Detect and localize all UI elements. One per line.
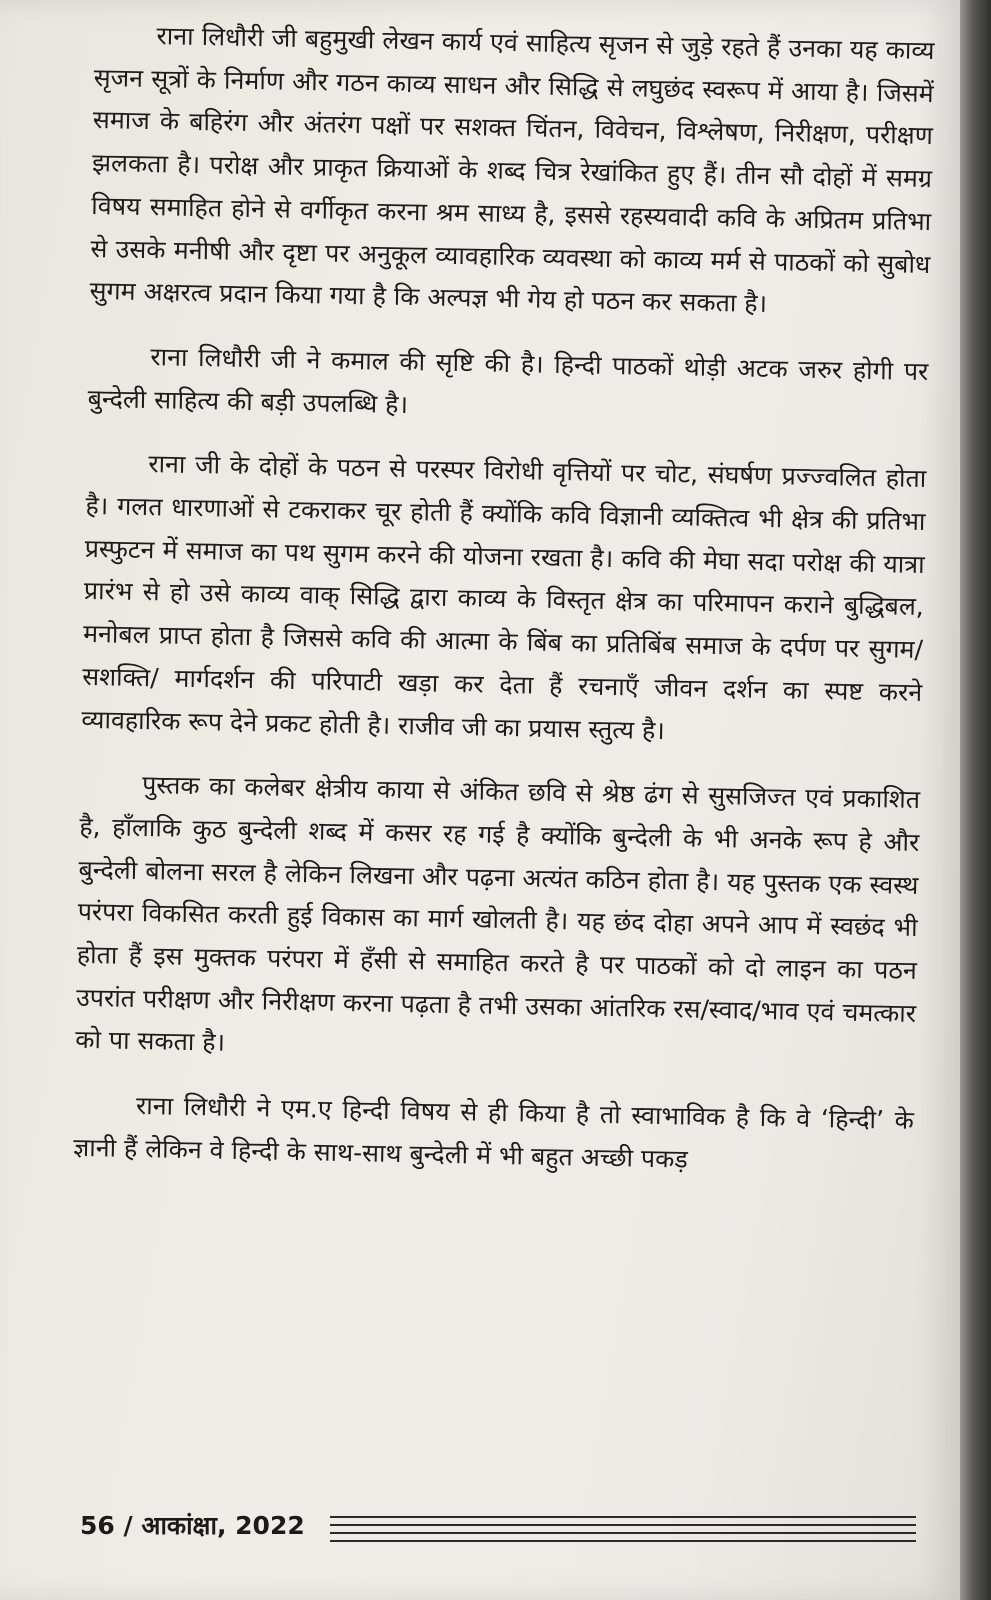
paragraph: पुस्तक का कलेबर क्षेत्रीय काया से अंकित छवि से श्रेष्ठ ढंग से सुसजिज्त एवं प्रकाशित है, हाँलाकि कुठ बुन्देली शब्द में कसर रह गई है क्योंकि बुन्देली के भी अनके रूप हे और बुन्देली बोलना सरल है लेकिन लिखना और पढ़ना अत्यंत कठिन होता है। यह पुस्तक एक स्वस्थ परंपरा विकसित करती हुई विकास का मार्ग खोलती है। यह छंद दोहा अपने आप में स्वछंद भी होता हैं इस मुक्तक परंपरा में हँसी से समाहित करते है पर पाठकों को दो लाइन का पठन उपरांत परीक्षण और निरीक्षण करना पढ़ता है तभी उसका आंतरिक रस/स्वाद/भाव एवं चमत्कार को पा सकता है। (75, 770, 921, 1058)
folio: 56 / आकांक्षा, 2022 (80, 1511, 305, 1540)
paragraph: राना लिधौरी ने एम.ए हिन्दी विषय से ही किया है तो स्वाभाविक है कि वे ‘हिन्दी’ के ज्ञानी हैं लेकिन वे हिन्दी के साथ-साथ बुन्देली में भी बहुत अच्छी पकड़ (72, 1091, 915, 1174)
paragraph: राना जी के दोहों के पठन से परस्पर विरोधी वृत्तियों पर चोट, संघर्षण प्रज्ज्वलित होता है। गलत धारणाओं से टकराकर चूर होती हैं क्योंकि कवि विज्ञानी व्यक्तित्व भी क्षेत्र की प्रतिभा प्रस्फुटन में समाज का पथ सुगम करने की योजना रखता है। कवि की मेघा सदा परोक्ष की यात्रा प्रारंभ से हो उसे काव्य वाक् सिद्धि द्वारा काव्य के विस्तृत क्षेत्र का परिमापन कराने बुद्धिबल, मनोबल प्राप्त होता है जिससे कवि की आत्मा के बिंब का प्रतिबिंब समाज के दर्पण पर सुगम/सशक्ति/ मार्गदर्शन की परिपाटी खड़ा कर देता हैं रचनाएँ जीवन दर्शन का स्पष्ट करने व्यावहारिक रूप देने प्रकट होती है। राजीव जी का प्रयास स्तुत्य है। (81, 449, 927, 745)
page-footer (80, 1508, 930, 1548)
footer-rule-line (330, 1532, 916, 1534)
page-body (72, 14, 934, 1207)
book-spine-shadow (960, 0, 991, 1600)
paragraph: राना लिधौरी जी ने कमाल की सृष्टि की है। हिन्दी पाठकों थोड़ी अटक जरुर होगी पर बुन्देली साहित्य की बड़ी उपलब्धि है। (87, 342, 929, 419)
footer-rule-line (330, 1516, 916, 1518)
paragraph: राना लिधौरी जी बहुमुखी लेखन कार्य एवं साहित्य सृजन से जुड़े रहते हैं उनका यह काव्य सृजन सूत्रों के निर्माण और गठन काव्य साधन और सिद्धि से लघुछंद स्वरूप में आया है। जिसमें समाज के बहिरंग और अंतरंग पक्षों पर सशक्त चिंतन, विवेचन, विश्लेषण, निरीक्षण, परीक्षण झलकता है। परोक्ष और प्राकृत क्रियाओं के शब्द चित्र रेखांकित हुए हैं। तीन सौ दोहों में समग्र विषय समाहित होने से वर्गीकृत करना श्रम साध्य है, इससे रहस्यवादी कवि के अप्रितम प्रतिभा से उसके मनीषी और दृष्टा पर अनुकूल व्यावहारिक व्यवस्था को काव्य मर्म से पाठकों को सुबोध सुगम अक्षरत्व प्रदान किया गया है कि अल्पज्ञ भी गेय हो पठन कर सकता है। (89, 21, 935, 319)
footer-rule-line (330, 1540, 916, 1542)
footer-rules (330, 1516, 916, 1542)
footer-rule-line (330, 1524, 916, 1526)
